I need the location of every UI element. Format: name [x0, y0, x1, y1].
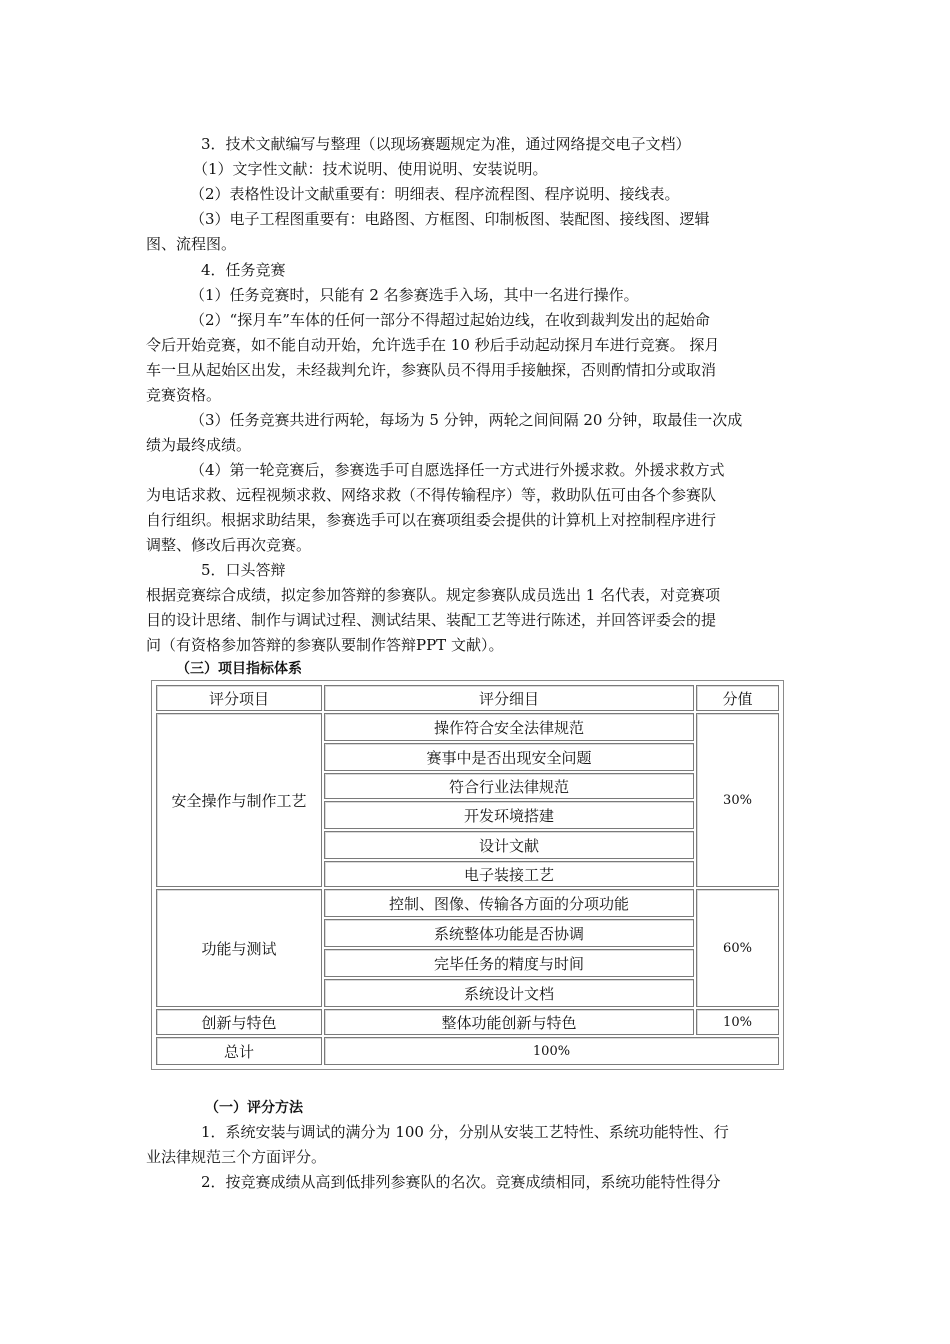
section-heading-scoring-method: （一）评分方法 — [205, 1100, 303, 1116]
section-heading-indicator-system: （三）项目指标体系 — [176, 661, 302, 677]
table-detail: 完毕任务的精度与时间 — [324, 949, 694, 977]
paragraph: （3）电子工程图重要有：电路图、方框图、印制板图、装配图、接线图、逻辑 — [190, 210, 710, 228]
section-4-title: 4．任务竞赛 — [201, 261, 286, 279]
paragraph: （2）表格性设计文献重要有：明细表、程序流程图、程序说明、接线表。 — [190, 185, 680, 203]
paragraph: 令后开始竞赛，如不能自动开始，允许选手在 10 秒后手动起动探月车进行竞赛。 探月 — [146, 336, 720, 354]
paragraph: 调整、修改后再次竞赛。 — [146, 536, 312, 554]
paragraph: 竞赛资格。 — [146, 386, 222, 404]
paragraph: 业法律规范三个方面评分。 — [146, 1148, 327, 1166]
paragraph: （1）文字性文献：技术说明、使用说明、安装说明。 — [193, 160, 548, 178]
paragraph: 车一旦从起始区出发，未经裁判允许，参赛队员不得用手接触探，否则酌情扣分或取消 — [146, 361, 717, 379]
table-item-innovation: 创新与特色 — [156, 1009, 322, 1035]
table-detail: 系统整体功能是否协调 — [324, 919, 694, 947]
table-header-score: 分值 — [696, 685, 779, 711]
table-score: 10% — [696, 1009, 779, 1035]
paragraph: 2．按竞赛成绩从高到低排列参赛队的名次。竞赛成绩相同，系统功能特性得分 — [201, 1173, 721, 1191]
table-score: 60% — [696, 889, 779, 1007]
paragraph: 图、流程图。 — [146, 235, 237, 253]
scoring-table — [151, 680, 784, 1070]
table-detail: 操作符合安全法律规范 — [324, 713, 694, 741]
paragraph: 目的设计思绪、制作与调试过程、测试结果、装配工艺等进行陈述，并回答评委会的提 — [146, 611, 717, 629]
section-3-title: 3．技术文献编写与整理（以现场赛题规定为准，通过网络提交电子文档） — [201, 135, 691, 153]
table-detail: 整体功能创新与特色 — [324, 1009, 694, 1035]
table-header-item: 评分项目 — [156, 685, 322, 711]
paragraph: 绩为最终成绩。 — [146, 436, 252, 454]
paragraph: （4）第一轮竞赛后，参赛选手可自愿选择任一方式进行外援求救。外援求救方式 — [190, 461, 725, 479]
table-detail: 控制、图像、传输各方面的分项功能 — [324, 889, 694, 917]
table-detail: 符合行业法律规范 — [324, 773, 694, 799]
table-item-function: 功能与测试 — [156, 889, 322, 1007]
paragraph: 1．系统安装与调试的满分为 100 分，分别从安装工艺特性、系统功能特性、行 — [201, 1123, 729, 1141]
paragraph: 根据竞赛综合成绩，拟定参加答辩的参赛队。规定参赛队成员选出 1 名代表，对竞赛项 — [146, 586, 721, 604]
table-detail: 设计文献 — [324, 831, 694, 859]
paragraph: （1）任务竞赛时，只能有 2 名参赛选手入场，其中一名进行操作。 — [190, 286, 639, 304]
table-detail: 赛事中是否出现安全问题 — [324, 743, 694, 771]
paragraph: 自行组织。根据求助结果，参赛选手可以在赛项组委会提供的计算机上对控制程序进行 — [146, 511, 717, 529]
table-total-value: 100% — [324, 1037, 779, 1065]
section-5-title: 5．口头答辩 — [201, 561, 286, 579]
table-item-safety: 安全操作与制作工艺 — [156, 713, 322, 887]
table-score: 30% — [696, 713, 779, 887]
table-header-detail: 评分细目 — [324, 685, 694, 711]
paragraph: （2）“探月车”车体的任何一部分不得超过起始边线，在收到裁判发出的起始命 — [190, 311, 710, 329]
table-total-label: 总计 — [156, 1037, 322, 1065]
paragraph: （3）任务竞赛共进行两轮，每场为 5 分钟，两轮之间间隔 20 分钟，取最佳一次成 — [190, 411, 743, 429]
table-detail: 开发环境搭建 — [324, 801, 694, 829]
table-detail: 系统设计文档 — [324, 979, 694, 1007]
paragraph: 为电话求救、远程视频求救、网络求救（不得传输程序）等，救助队伍可由各个参赛队 — [146, 486, 717, 504]
paragraph: 问（有资格参加答辩的参赛队要制作答辩PPT 文献）。 — [146, 636, 504, 654]
table-detail: 电子装接工艺 — [324, 861, 694, 887]
